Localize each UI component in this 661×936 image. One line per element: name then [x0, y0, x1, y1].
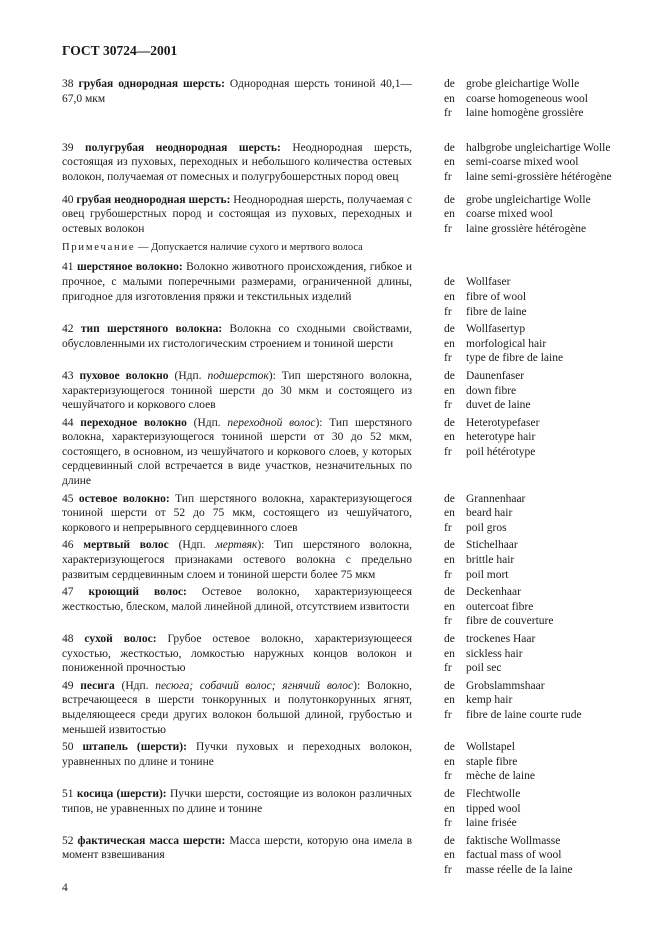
- translation-text: down fibre: [466, 384, 517, 397]
- lang-code: de: [444, 492, 455, 505]
- lang-code: fr: [444, 615, 452, 628]
- translation-en: [444, 802, 618, 817]
- lang-code: fr: [444, 222, 452, 235]
- translation-text: Grannenhaar: [466, 492, 526, 505]
- lang-code: en: [444, 554, 455, 567]
- term-def-text: Волокна со сходными свойствами, обусловленными их гистологическим строением и тониной шерсти: [62, 323, 413, 350]
- term-entry-45: [62, 492, 618, 536]
- translation-text: kemp hair: [466, 694, 513, 707]
- translation-text: type de fibre de laine: [466, 352, 564, 365]
- lang-code: en: [444, 507, 455, 520]
- translation-de: [444, 492, 618, 507]
- term-name: грубая неоднородная шерсть:: [76, 193, 231, 206]
- term-name: кроющий волос:: [88, 586, 187, 599]
- term-name: сухой волос:: [84, 633, 157, 645]
- lang-code: fr: [444, 399, 452, 412]
- translation-text: fibre de laine: [466, 305, 527, 318]
- lang-code: de: [444, 193, 455, 206]
- translation-text: faktische Wollmasse: [466, 834, 561, 847]
- lang-code: en: [444, 431, 455, 444]
- term-def-text: Тип шерстяного волокна, характеризующегося признаками остевого волокна с предельно развитым сердцевинным слоем и тониной шерсти более 75 мкм: [62, 539, 412, 581]
- term-name: фактическая масса шерсти:: [77, 834, 226, 847]
- translation-text: outercoat fibre: [466, 600, 534, 613]
- translation-text: fibre de laine courte rude: [466, 708, 582, 721]
- lang-code: en: [444, 600, 455, 613]
- translation-text: Daunenfaser: [466, 369, 525, 382]
- term-definition: [62, 322, 412, 366]
- lang-code: de: [444, 323, 455, 336]
- term-entry-48: [62, 632, 618, 676]
- translation-text: laine grossière hétérogène: [466, 222, 587, 235]
- document-header: ГОСТ 30724—2001: [62, 43, 178, 58]
- translation-en: [444, 647, 618, 662]
- term-definition: [62, 77, 412, 121]
- note-text: Допускается наличие сухого и мертвого волоса: [151, 242, 363, 254]
- term-number: 39: [62, 141, 74, 154]
- lang-code: en: [444, 647, 455, 660]
- translation-text: sickless hair: [466, 647, 523, 660]
- translation-text: Deckenhaar: [466, 586, 521, 599]
- term-pre: (Ндп.: [168, 369, 208, 382]
- term-post: ):: [268, 369, 276, 382]
- translation-text: laine frisée: [466, 817, 517, 830]
- translation-fr: [444, 305, 618, 320]
- translation-text: poil gros: [466, 521, 507, 534]
- lang-code: de: [444, 416, 455, 429]
- term-entry-50: [62, 740, 618, 784]
- term-entry-43: [62, 369, 618, 413]
- note-dash: —: [135, 242, 152, 254]
- term-def-text: Тип шерстяного волокна, характеризующегося тониной шерсти от 30 до 52 мкм, состоящего, в основном, из чешуйчатого и коркового слоев, у которых сердцевинный слой встречается в виде участков, незначительных по длине: [62, 416, 413, 488]
- term-definition: [62, 492, 412, 536]
- translation-text: fibre de couverture: [466, 615, 554, 628]
- translations: [444, 585, 618, 629]
- translations: [444, 416, 618, 489]
- term-number: 46: [62, 539, 74, 552]
- lang-code: de: [444, 141, 455, 154]
- translation-text: coarse homogeneous wool: [466, 92, 588, 105]
- lang-code: fr: [444, 445, 452, 458]
- term-definition: [62, 416, 412, 489]
- translations: [444, 538, 618, 582]
- term-number: 49: [62, 679, 74, 692]
- translation-en: [444, 600, 618, 615]
- translation-de: [444, 787, 618, 802]
- term-entry-49: [62, 679, 618, 737]
- term-definition: [62, 585, 412, 629]
- translation-de: [444, 538, 618, 553]
- translation-text: factual mass of wool: [466, 849, 562, 862]
- lang-code: en: [444, 156, 455, 169]
- translation-text: laine semi-grossière hétérogène: [466, 170, 612, 183]
- translation-text: semi-coarse mixed wool: [466, 156, 579, 169]
- term-definition: [62, 260, 412, 319]
- lang-code: fr: [444, 770, 452, 783]
- translation-text: tipped wool: [466, 802, 521, 815]
- term-post: ):: [353, 679, 361, 692]
- translation-fr: [444, 521, 618, 536]
- term-entry-40: [62, 193, 618, 237]
- translation-en: [444, 92, 618, 107]
- term-number: 47: [62, 586, 74, 599]
- translation-text: poil hétérotype: [466, 445, 536, 458]
- translation-text: Wollfasertyp: [466, 323, 526, 336]
- term-number: 40: [62, 193, 74, 206]
- term-name: пуховое волокно: [79, 369, 169, 382]
- translations: [444, 322, 618, 366]
- term-synonym: песюга; собачий волос; ягнячий волос: [155, 679, 354, 692]
- translation-fr: [444, 816, 618, 831]
- term-definition: [62, 632, 412, 676]
- term-definition: [62, 369, 412, 413]
- translation-text: morfological hair: [466, 337, 547, 350]
- term-number: 38: [62, 78, 74, 90]
- lang-code: fr: [444, 863, 452, 876]
- lang-code: fr: [444, 305, 452, 318]
- term-number: 52: [62, 834, 74, 847]
- translation-text: brittle hair: [466, 554, 515, 567]
- term-def-text: Волокно животного происхождения, гибкое и прочное, с малыми поперечными размерами, ограниченной длины, пригодное для изготовления пряжи и текстильных изделий: [62, 261, 413, 303]
- term-def-text: Неоднородная шерсть, получаемая с овец грубошерстных пород и состоящая из пуховых, переходных и остевых волокон: [62, 193, 413, 235]
- term-pre: (Ндп.: [114, 679, 156, 692]
- translation-de: [444, 193, 618, 208]
- term-number: 43: [62, 369, 74, 382]
- term-definition: [62, 141, 412, 185]
- translation-fr: [444, 614, 618, 629]
- lang-code: fr: [444, 662, 452, 675]
- term-name: грубая однородная шерсть:: [78, 78, 225, 90]
- translations: [444, 834, 618, 878]
- term-number: 45: [62, 492, 74, 505]
- note-label: Примечание: [62, 242, 136, 254]
- translation-text: poil sec: [466, 662, 502, 675]
- translations: [444, 679, 618, 737]
- term-number: 51: [62, 787, 74, 800]
- term-synonym: мертвяк: [215, 539, 258, 552]
- translation-de: [444, 740, 618, 755]
- lang-code: en: [444, 290, 455, 303]
- translation-de: [444, 632, 618, 647]
- translation-de: [444, 77, 618, 92]
- translation-fr: [444, 351, 618, 366]
- translation-fr: [444, 568, 618, 583]
- term-number: 44: [62, 416, 74, 429]
- term-synonym: переходной волос: [227, 416, 316, 429]
- translation-text: grobe ungleichartige Wolle: [466, 193, 591, 206]
- term-entry-52: [62, 834, 618, 878]
- lang-code: de: [444, 787, 455, 800]
- lang-code: de: [444, 276, 455, 289]
- term-name: косица (шерсти):: [76, 787, 167, 800]
- translation-text: coarse mixed wool: [466, 208, 553, 221]
- lang-code: en: [444, 92, 455, 105]
- term-pre: (Ндп.: [186, 416, 228, 429]
- page-number: 4: [62, 882, 68, 894]
- lang-code: de: [444, 586, 455, 599]
- lang-code: en: [444, 384, 455, 397]
- translations: [444, 787, 618, 831]
- lang-code: en: [444, 208, 455, 221]
- translations: [444, 492, 618, 536]
- translation-de: [444, 679, 618, 694]
- lang-code: de: [444, 78, 455, 90]
- term-entry-44: [62, 416, 618, 489]
- lang-code: en: [444, 694, 455, 707]
- term-def-text: Грубое остевое волокно, характеризующееся сухостью, жесткостью, ломкостью наружных концов волокон и пониженной прочностью: [62, 633, 412, 675]
- term-def-text: Пучки пуховых и переходных волокон, уравненных по длине и тонине: [62, 741, 413, 768]
- translation-text: trockenes Haar: [466, 633, 536, 645]
- term-name: штапель (шерсти):: [82, 741, 187, 754]
- term-definition: [62, 740, 412, 784]
- lang-code: fr: [444, 107, 452, 120]
- term-synonym: подшерсток: [207, 369, 269, 382]
- term-post: ):: [315, 416, 323, 429]
- translation-en: [444, 430, 618, 445]
- translation-fr: [444, 170, 618, 185]
- translations: [444, 369, 618, 413]
- term-def-text: Неоднородная шерсть, состоящая из пуховых, переходных и небольшого количества остевых волокон, получаемая от помесных и полугрубошерстных пород овец: [62, 141, 412, 183]
- translation-en: [444, 553, 618, 568]
- term-def-text: Однородная шерсть тониной 40,1—67,0 мкм: [62, 78, 412, 105]
- term-number: 48: [62, 633, 74, 645]
- term-def-text: Остевое волокно, характеризующееся жесткостью, блеском, малой линейной длиной, отсутствием извитости: [62, 586, 412, 613]
- translation-fr: [444, 863, 618, 878]
- translation-de: [444, 275, 618, 290]
- translation-fr: [444, 708, 618, 723]
- translation-text: poil mort: [466, 568, 509, 581]
- term-def-text: Тип шерстяного волокна, характеризующегося тониной шерсти до 30 мкм и состоящего из чешуйчатого и коркового слоев: [62, 369, 413, 412]
- translation-text: halbgrobe ungleichartige Wolle: [466, 141, 611, 154]
- translations: [444, 77, 618, 121]
- term-def-text: Волокно, встречающееся в шерсти тонкорунных и полутонкорунных ягнят, выделяющееся среди других волокон большой длиной, грубостью и меньшей извитостью: [62, 679, 413, 736]
- term-entry-39: [62, 141, 618, 185]
- term-entry-41: [62, 260, 618, 319]
- translation-text: fibre of wool: [466, 290, 527, 303]
- lang-code: en: [444, 755, 455, 768]
- translation-text: beard hair: [466, 507, 513, 520]
- term-definition: [62, 538, 412, 582]
- translation-en: [444, 384, 618, 399]
- term-name: полугрубая неоднородная шерсть:: [85, 141, 281, 154]
- lang-code: fr: [444, 568, 452, 581]
- term-name: песига: [80, 679, 115, 692]
- translation-text: Wollstapel: [466, 741, 515, 754]
- lang-code: de: [444, 633, 455, 645]
- translation-text: mèche de laine: [466, 770, 535, 783]
- lang-code: fr: [444, 170, 452, 183]
- translation-en: [444, 155, 618, 170]
- translation-fr: [444, 769, 618, 784]
- translation-en: [444, 848, 618, 863]
- translation-de: [444, 369, 618, 384]
- translation-en: [444, 506, 618, 521]
- term-pre: (Ндп.: [168, 539, 216, 552]
- translation-text: laine homogène grossière: [466, 107, 584, 120]
- translation-text: staple fibre: [466, 755, 518, 768]
- term-def-text: Пучки шерсти, состоящие из волокон различных типов, не уравненных по длине и тонине: [62, 787, 412, 815]
- term-name: шерстяное волокно:: [76, 261, 183, 274]
- term-post: ):: [257, 539, 265, 552]
- lang-code: de: [444, 369, 455, 382]
- translation-fr: [444, 445, 618, 460]
- translation-text: heterotype hair: [466, 431, 536, 444]
- translation-text: Flechtwolle: [466, 787, 521, 800]
- translation-text: duvet de laine: [466, 399, 531, 412]
- translations: [444, 740, 618, 784]
- lang-code: fr: [444, 817, 452, 830]
- term-name: тип шерстяного волокна:: [80, 323, 223, 336]
- translation-de: [444, 141, 618, 156]
- translation-de: [444, 322, 618, 337]
- translation-text: Heterotypefaser: [466, 416, 540, 429]
- term-entry-46: [62, 538, 618, 582]
- term-number: 41: [62, 261, 74, 274]
- lang-code: de: [444, 834, 455, 847]
- term-definition: [62, 193, 412, 237]
- translation-fr: [444, 661, 618, 676]
- translation-de: [444, 416, 618, 431]
- lang-code: fr: [444, 521, 452, 534]
- translation-en: [444, 693, 618, 708]
- term-definition: [62, 787, 412, 831]
- translations: [444, 260, 618, 319]
- term-entry-47: [62, 585, 618, 629]
- translations: [444, 632, 618, 676]
- translation-text: Wollfaser: [466, 276, 511, 289]
- translation-text: Grobslammshaar: [466, 679, 545, 692]
- lang-code: en: [444, 337, 455, 350]
- translation-fr: [444, 222, 618, 237]
- translations: [444, 193, 618, 237]
- term-number: 50: [62, 741, 74, 754]
- translation-en: [444, 207, 618, 222]
- translation-text: grobe gleichartige Wolle: [466, 78, 580, 90]
- term-list: [62, 77, 618, 878]
- term-entry-51: [62, 787, 618, 831]
- translation-fr: [444, 398, 618, 413]
- lang-code: fr: [444, 708, 452, 721]
- lang-code: en: [444, 802, 455, 815]
- translation-de: [444, 585, 618, 600]
- term-name: переходное волокно: [80, 416, 187, 429]
- translation-text: masse réelle de la laine: [466, 863, 573, 876]
- translation-en: [444, 290, 618, 305]
- lang-code: fr: [444, 352, 452, 365]
- lang-code: de: [444, 539, 455, 552]
- term-entry-42: [62, 322, 618, 366]
- term-def-text: Тип шерстяного волокна, характеризующегося тониной шерсти от 52 до 75 мкм, состоящего из чешуйчатого, коркового и непрерывного сердцевинного слоев: [62, 492, 413, 534]
- term-definition: [62, 679, 412, 737]
- translation-de: [444, 834, 618, 849]
- translation-en: [444, 755, 618, 770]
- translations: [444, 141, 618, 185]
- translation-en: [444, 337, 618, 352]
- term-number: 42: [62, 323, 74, 336]
- lang-code: en: [444, 849, 455, 862]
- translation-fr: [444, 106, 618, 121]
- lang-code: de: [444, 741, 455, 754]
- translation-text: Stichelhaar: [466, 539, 518, 552]
- note: [62, 241, 618, 255]
- term-name: мертвый волос: [83, 539, 169, 552]
- term-entry-38: [62, 77, 618, 121]
- term-name: остевое волокно:: [78, 492, 170, 505]
- term-def-text: Масса шерсти, которую она имела в момент взвешивания: [62, 834, 413, 862]
- term-definition: [62, 834, 412, 878]
- lang-code: de: [444, 679, 455, 692]
